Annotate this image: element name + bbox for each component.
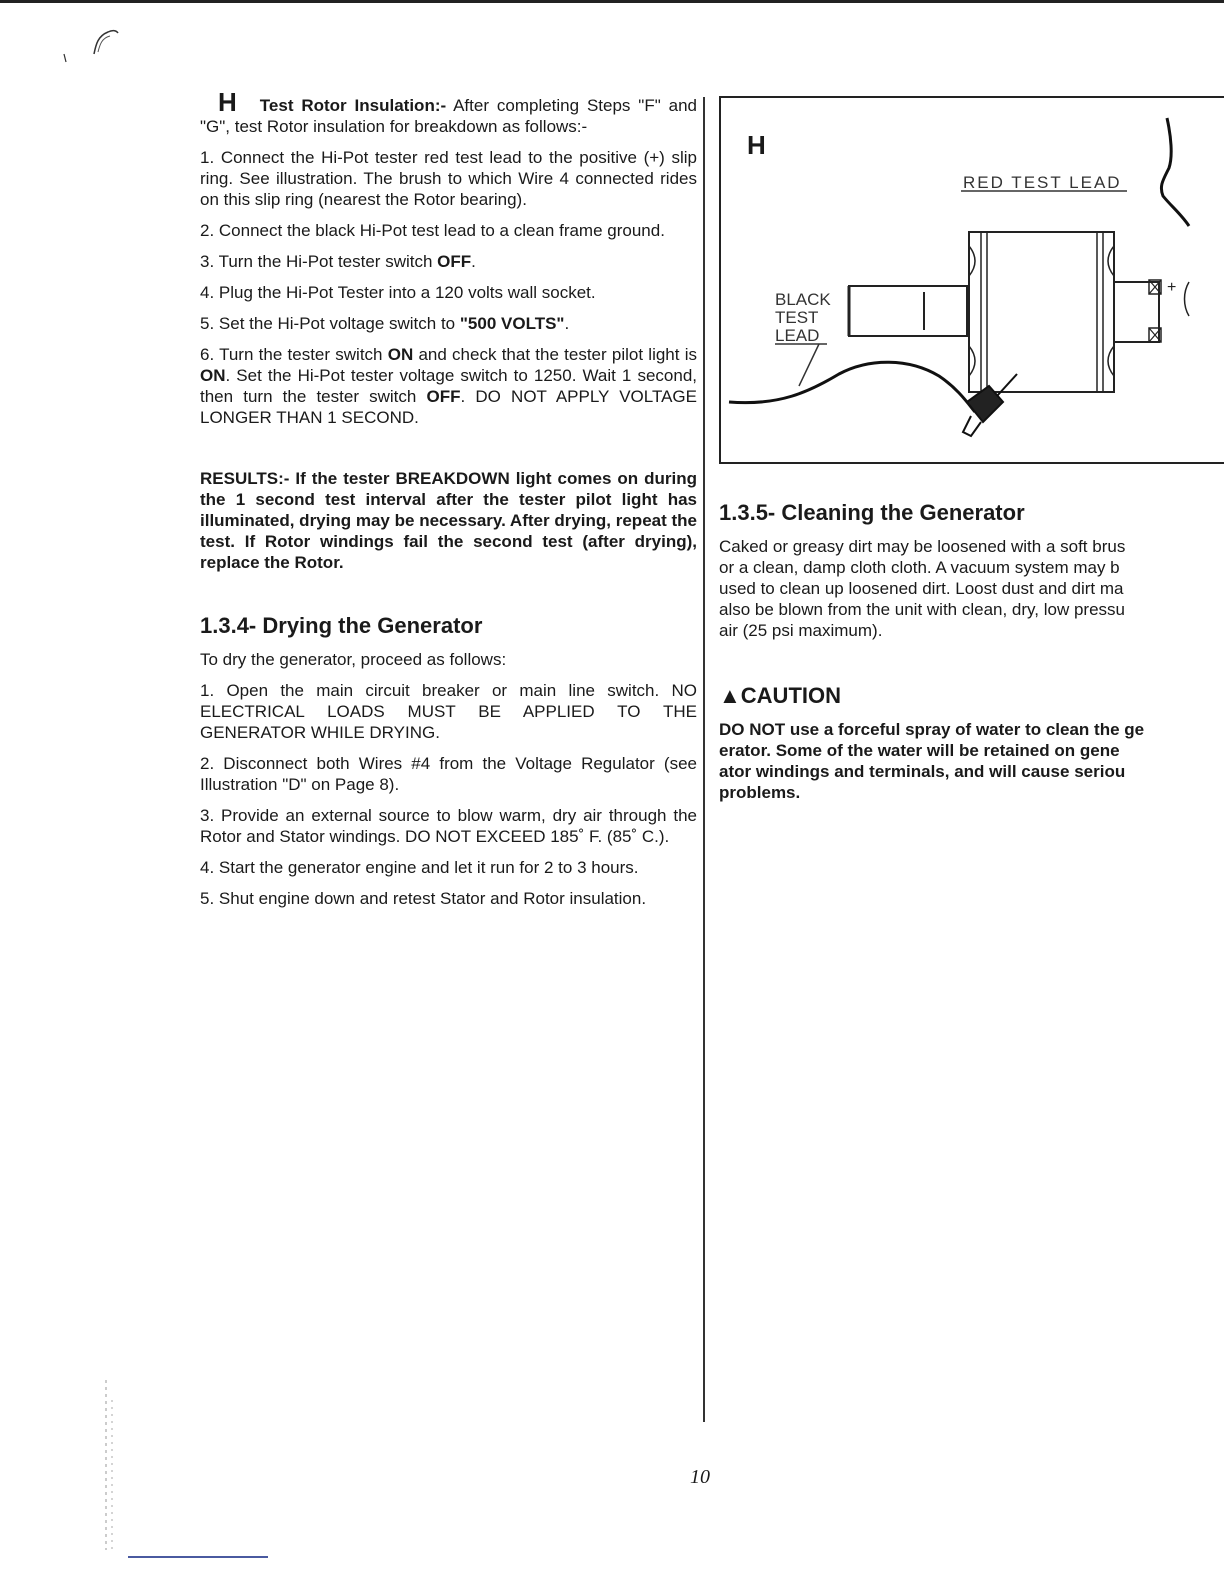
cleaning-body <box>719 536 1224 641</box>
black-label-line-1: BLACK <box>775 290 831 309</box>
column-divider <box>703 97 705 1422</box>
rotor-insulation-title: Test Rotor Insulation:- <box>259 96 447 115</box>
rotor-test-illustration <box>719 96 1224 464</box>
drying-step-2: 2. Disconnect both Wires #4 from the Voltage Regulator (see Illustration "D" on Page 8). <box>200 754 697 794</box>
drying-step-3: 3. Provide an external source to blow warm, dry air through the Rotor and Stator windings. DO NOT EXCEED 185˚ F. (85˚ C.). <box>200 806 697 846</box>
scan-mark-icon <box>60 14 130 64</box>
cleaning-line: used to clean up loosened dirt. Loost dust and dirt ma <box>719 579 1124 598</box>
caution-line: ator windings and terminals, and will cause seriou <box>719 762 1126 781</box>
rotor-body <box>969 232 1114 392</box>
black-label-line-2: TEST <box>775 308 819 327</box>
drying-step-4: 4. Start the generator engine and let it run for 2 to 3 hours. <box>200 858 639 877</box>
scan-edge-marks <box>100 1380 130 1550</box>
cleaning-line: or a clean, damp cloth cloth. A vacuum system may b <box>719 558 1120 577</box>
rotor-step-6 <box>200 344 697 428</box>
rotor-step-1: 1. Connect the Hi-Pot tester red test lead to the positive (+) slip ring. See illustration. The brush to which Wire 4 connected rides on this slip ring (nearest the Rotor bearing). <box>200 148 697 209</box>
drying-step-1: 1. Open the main circuit breaker or main line switch. NO ELECTRICAL LOADS MUST BE APPLIED TO THE GENERATOR WHILE DRYING. <box>200 681 697 742</box>
rotor-step-5-text: 5. Set the Hi-Pot voltage switch to <box>200 314 460 333</box>
bottom-edge-line <box>128 1556 268 1558</box>
cleaning-line: air (25 psi maximum). <box>719 621 883 640</box>
rotor-step-6-text-c: and check that the tester pilot light is <box>413 345 697 364</box>
rotor-step-5-end: . <box>564 314 570 333</box>
rotor-step-3-end: . <box>471 252 476 271</box>
right-column <box>719 500 1224 803</box>
rotor-step-6-text-d: . Set the Hi-Pot tester voltage switch to 1250. Wait 1 second, then turn the tester switch <box>200 366 697 406</box>
cleaning-line: also be blown from the unit with clean, dry, low pressu <box>719 600 1125 619</box>
red-test-lead-wire <box>1161 118 1189 226</box>
rotor-step-5 <box>200 313 697 334</box>
rotor-step-3-text: 3. Turn the Hi-Pot tester switch <box>200 252 438 271</box>
rotor-step-3 <box>200 251 697 272</box>
positive-sign: + <box>1167 279 1177 296</box>
left-column <box>200 87 698 919</box>
drying-step-5: 5. Shut engine down and retest Stator and Rotor insulation. <box>200 889 647 908</box>
step-letter-h: H <box>218 87 238 117</box>
brush-clip <box>1185 282 1190 316</box>
cleaning-section-title: 1.3.5- Cleaning the Generator <box>719 500 1025 525</box>
caution-line: problems. <box>719 783 801 802</box>
black-lead-plug <box>963 416 981 436</box>
page-number: 10 <box>690 1466 710 1488</box>
rotor-step-6-on-2: ON <box>200 366 226 385</box>
black-label-leader <box>799 344 819 386</box>
caution-label: CAUTION <box>740 683 841 708</box>
cleaning-line: Caked or greasy dirt may be loosened with a soft brus <box>719 537 1126 556</box>
results-paragraph: RESULTS:- If the tester BREAKDOWN light comes on during the 1 second test interval after the tester pilot light has illuminated, drying may be necessary. After drying, repeat the test. If Rotor windings fail the second test (after drying), replace the Rotor. <box>200 469 697 572</box>
caution-body <box>719 719 1224 803</box>
rotor-insulation-intro <box>200 87 698 137</box>
rotor-shaft-left <box>849 286 967 336</box>
rotor-step-4: 4. Plug the Hi-Pot Tester into a 120 volts wall socket. <box>200 283 596 302</box>
black-label-line-3: LEAD <box>775 326 820 345</box>
rotor-step-2: 2. Connect the black Hi-Pot test lead to a clean frame ground. <box>200 221 665 240</box>
rotor-step-6-off: OFF <box>426 387 461 406</box>
caution-line: erator. Some of the water will be retained on gene <box>719 741 1120 760</box>
rotor-insulation-text: After completing Steps "F" and "G", test Rotor insulation for breakdown as follows:- <box>200 96 698 136</box>
rotor-shaft-right <box>1115 282 1159 342</box>
black-test-lead-wire <box>729 362 975 412</box>
rotor-step-6-text-a: 6. Turn the tester switch <box>200 345 388 364</box>
caution-line: DO NOT use a forceful spray of water to clean the ge <box>719 720 1145 739</box>
figure-letter: H <box>747 130 766 160</box>
rotor-step-6-on-1: ON <box>387 345 414 364</box>
top-border <box>0 0 1224 3</box>
warning-triangle-icon: ▲ <box>719 683 741 708</box>
drying-intro: To dry the generator, proceed as follows: <box>200 650 507 669</box>
rotor-step-5-emphasis: "500 VOLTS" <box>459 314 565 333</box>
drying-section-title: 1.3.4- Drying the Generator <box>200 613 483 638</box>
rotor-step-3-emphasis: OFF <box>437 252 472 271</box>
red-test-lead-label: RED TEST LEAD <box>963 173 1122 192</box>
rotor-step-6-text-e: . DO NOT APPLY VOLTAGE LONGER THAN 1 SECOND. <box>200 387 697 427</box>
caution-heading <box>719 683 1224 709</box>
